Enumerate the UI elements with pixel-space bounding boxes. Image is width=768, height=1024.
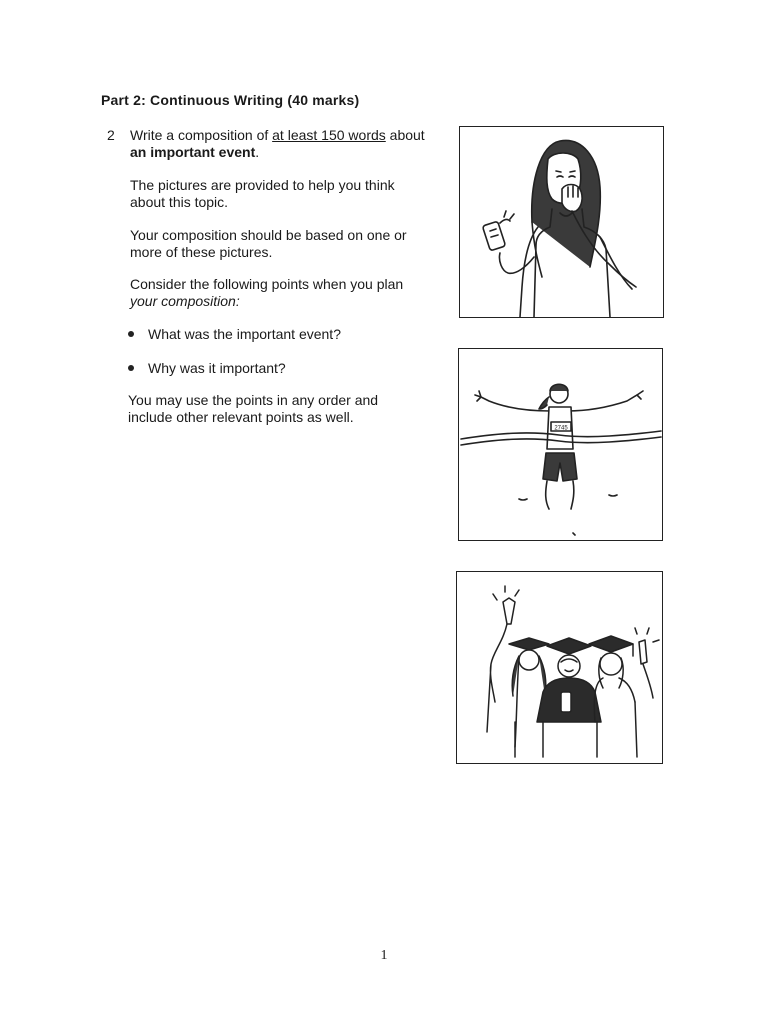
consider-line-1: Consider the following points when you plan — [130, 276, 404, 292]
picture-frame-1 — [459, 126, 664, 318]
question-number: 2 — [107, 127, 115, 143]
topic-period: . — [255, 144, 260, 160]
surprised-woman-phone-icon — [460, 127, 663, 317]
consider-instruction — [130, 276, 445, 310]
list-item — [128, 326, 341, 342]
based-line-1: Your composition should be based on one or — [130, 227, 407, 243]
based-line-2: more of these pictures. — [130, 244, 273, 260]
page-number: 1 — [380, 948, 388, 963]
bullet-icon — [128, 365, 134, 371]
point-text: What was the important event? — [148, 326, 341, 342]
list-item — [128, 360, 286, 376]
question-prompt — [130, 127, 445, 161]
runner-finish-line-icon — [459, 349, 662, 540]
picture-frame-2 — [458, 348, 663, 541]
prompt-text: Write a composition of — [130, 127, 273, 143]
based-instruction — [130, 227, 445, 261]
closing-line-1: You may use the points in any order and — [128, 392, 379, 408]
topic-text: an important event — [130, 144, 256, 160]
consider-line-2: your composition: — [130, 293, 240, 309]
section-title: Part 2: Continuous Writing (40 marks) — [101, 92, 360, 108]
bullet-icon — [128, 331, 134, 337]
closing-line-2: include other relevant points as well. — [128, 409, 354, 425]
word-count-requirement: at least 150 words — [272, 127, 386, 143]
graduates-celebrating-icon — [457, 572, 662, 763]
picture-frame-3 — [456, 571, 663, 764]
pictures-line-2: about this topic. — [130, 194, 229, 210]
pictures-line-1: The pictures are provided to help you think — [130, 177, 395, 193]
point-text: Why was it important? — [148, 360, 286, 376]
closing-instruction — [128, 392, 442, 426]
race-bib-number: 2745 — [554, 425, 568, 432]
prompt-text-end: about — [385, 127, 425, 143]
pictures-instruction — [130, 177, 445, 211]
